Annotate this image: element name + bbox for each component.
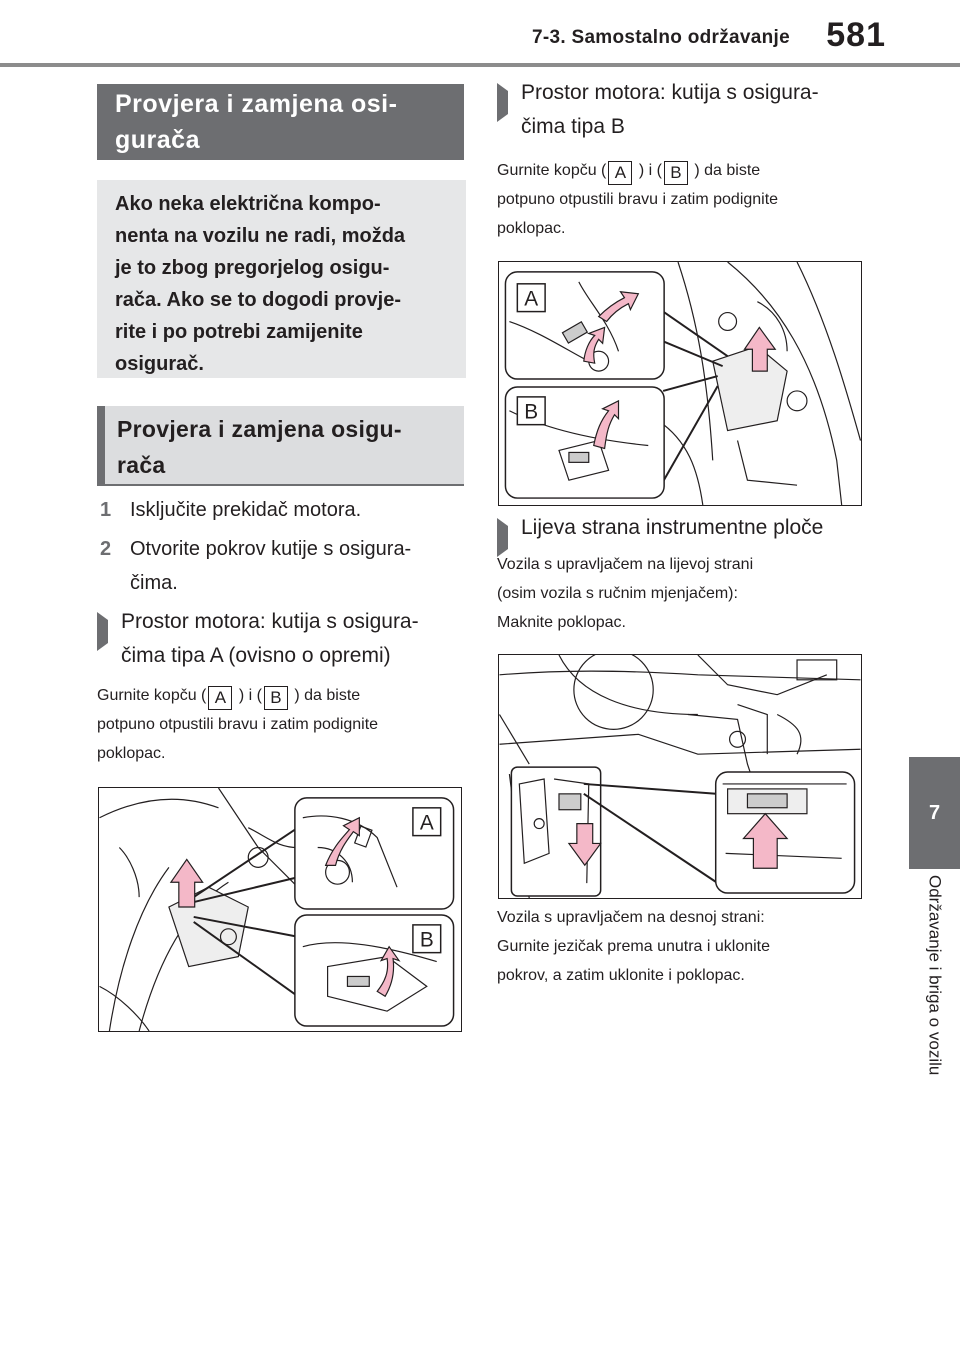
step-1 [100,493,470,527]
figure-label-b: B [524,400,539,424]
step-text: Otvorite pokrov kutije s osigura- čima. [130,538,412,594]
header-rule [0,63,960,67]
figure-fusebox-type-a [98,787,462,1032]
step-text: Isključite prekidač motora. [130,499,362,521]
chapter-title-vertical: Održavanje i briga o vozilu [925,875,945,1076]
step-number: 1 [100,499,112,521]
bullet-triangle-icon [497,511,521,555]
page-number: 581 [826,16,886,54]
bullet-fusebox-a [97,605,467,673]
instruction-b: Gurnite kopču ( A ) i ( B ) da biste potpuno otpustili bravu i zatim podignite poklopac. [497,162,779,237]
instruction-a: Gurnite kopču ( A ) i ( B ) da biste potpuno otpustili bravu i zatim podignite poklopac. [97,687,379,762]
lhd-instruction: Vozila s upravljačem na lijevoj strani (osim vozila s ručnim mjenjačem): Maknite poklopac. [497,556,754,631]
figure-label-a: A [524,287,539,311]
intro-box: Ako neka električna kompo- nenta na vozilu ne radi, možda je to zbog pregorjelog osigu- rača. Ako se to dogodi provje- rite i po potrebi zamijenite osigurač. [97,180,466,378]
label-b-box: B [264,686,288,710]
header-title: 7-3. Samostalno održavanje [531,27,790,48]
bullet-triangle-icon [97,605,121,673]
bullet-text: Lijeva strana instrumentne ploče [521,516,824,539]
bullet-triangle-icon [497,76,521,144]
step-2 [100,532,470,600]
bullet-text: Prostor motora: kutija s osigura- čima tipa A (ovisno o opremi) [121,610,419,667]
bullet-instrument-panel [497,511,877,555]
step-number: 2 [100,538,112,560]
chapter-tab[interactable]: 7 [909,757,960,869]
bullet-text: Prostor motora: kutija s osigura- čima tipa B [521,81,819,138]
figure-label-a: A [419,811,434,835]
rhd-instruction: Vozila s upravljačem na desnoj strani: Gurnite jezičak prema unutra i uklonite pokrov, a zatim uklonite i poklopac. [497,909,771,984]
figure-label-b: B [419,928,434,952]
label-a-box: A [608,161,632,185]
section-title: Provjera i zamjena osi- gurača [97,84,464,160]
label-a-box: A [208,686,232,710]
subsection-title: Provjera i zamjena osigu- rača [97,406,464,486]
figure-instrument-panel [498,654,862,899]
label-b-box: B [664,161,688,185]
figure-fusebox-type-b [498,261,862,506]
bullet-fusebox-b [497,76,867,144]
